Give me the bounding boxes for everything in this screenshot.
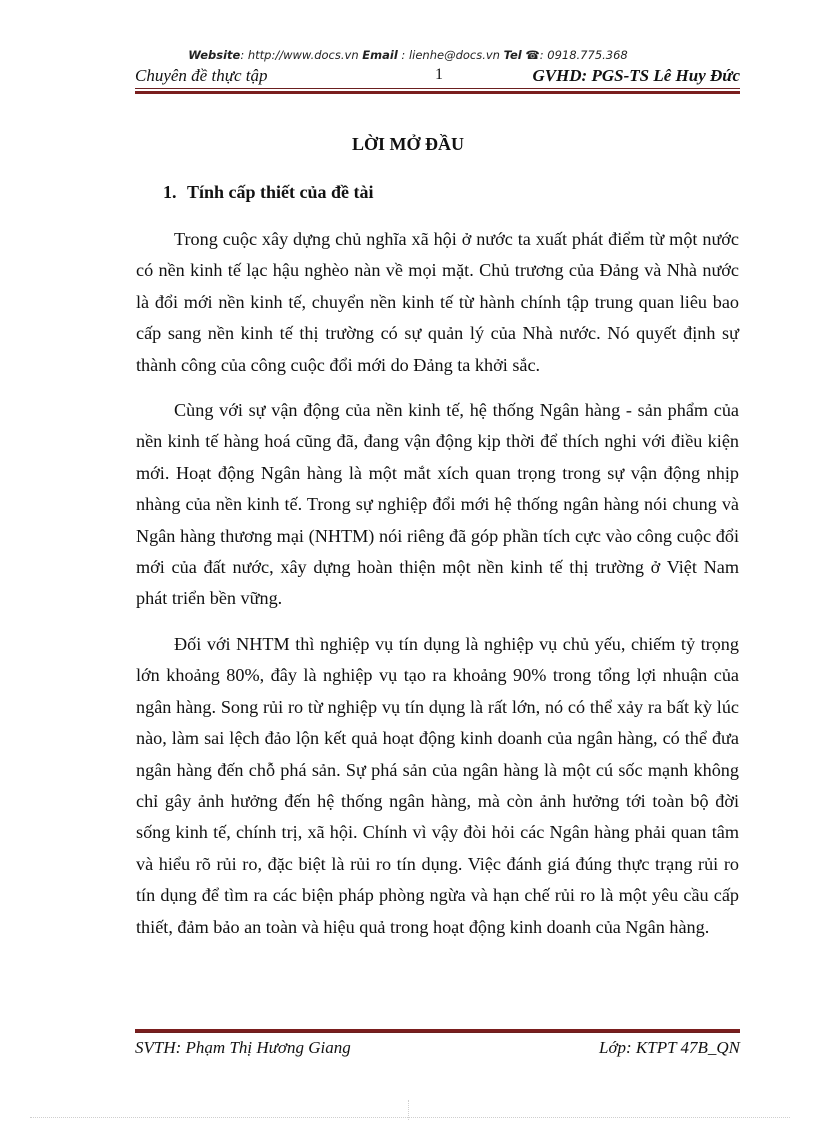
page-boundary-guide-vertical (408, 1100, 409, 1120)
paragraph: Trong cuộc xây dựng chủ nghĩa xã hội ở nước ta xuất phát điểm từ một nước có nền kinh tế lạc hậu nghèo nàn về mọi mặt. Chủ trương của Đảng và Nhà nước là đổi mới nền kinh tế, chuyển nền kinh tế từ hành chính tập trung quan liêu bao cấp sang nền kinh tế thị trường có sự quản lý của Nhà nước. Nó quyết định sự thành công của công cuộc đổi mới do Đảng ta khởi sắc. (136, 229, 739, 375)
header-course-title: Chuyên đề thực tập (135, 66, 268, 85)
phone-icon: ☎ (525, 48, 540, 62)
email-value: : lienhe@docs.vn (401, 48, 500, 62)
page-title: LỜI MỞ ĐẦU (352, 134, 464, 154)
website-contact-line (0, 48, 816, 62)
section-number: 1. (163, 182, 177, 202)
page-header (135, 66, 740, 88)
footer-class: Lớp: KTPT 47B_QN (598, 1038, 740, 1057)
section-heading-text: Tính cấp thiết của đề tài (187, 182, 374, 202)
header-supervisor: GVHD: PGS-TS Lê Huy Đức (532, 66, 740, 85)
paragraph: Cùng với sự vận động của nền kinh tế, hệ thống Ngân hàng - sản phẩm của nền kinh tế hàng hoá cũng đã, đang vận động kịp thời để thích nghi với điều kiện mới. Hoạt động Ngân hàng là một mắt xích quan trọng trong sự vận động nhịp nhàng của nền kinh tế. Trong sự nghiệp đổi mới hệ thống ngân hàng nói chung và Ngân hàng thương mại (NHTM) nói riêng đã góp phần tích cực vào công cuộc đổi mới của đất nước, xây dựng hoàn thiện một nền kinh tế thị trường ở Việt Nam phát triển bền vững. (136, 400, 739, 609)
tel-label: Tel (503, 48, 522, 62)
page-footer (135, 1038, 740, 1060)
tel-value: : 0918.775.368 (539, 48, 628, 62)
section-heading (163, 182, 374, 203)
body-text (136, 224, 739, 957)
page-boundary-guide (30, 1117, 790, 1118)
paragraph: Đối với NHTM thì nghiệp vụ tín dụng là nghiệp vụ chủ yếu, chiếm tỷ trọng lớn khoảng 80%, đây là nghiệp vụ tạo ra khoảng 90% trong tổng lợi nhuận của ngân hàng. Song rủi ro từ nghiệp vụ tín dụng là rất lớn, nó có thể xảy ra bất kỳ lúc nào, làm sai lệch đảo lộn kết quả hoạt động kinh doanh của ngân hàng, có thể đưa ngân hàng đến chỗ phá sản. Sự phá sản của ngân hàng là một cú sốc mạnh không chỉ gây ảnh hưởng đến hệ thống ngân hàng, mà còn ảnh hưởng tới toàn bộ đời sống kinh tế, chính trị, xã hội. Chính vì vậy đòi hỏi các Ngân hàng phải quan tâm và hiểu rõ rủi ro, đặc biệt là rủi ro tín dụng. Việc đánh giá đúng thực trạng rủi ro tín dụng để tìm ra các biện pháp phòng ngừa và hạn chế rủi ro là một yêu cầu cấp thiết, đảm bảo an toàn và hiệu quả trong hoạt động kinh doanh của Ngân hàng. (136, 633, 739, 937)
page-number: 1 (435, 66, 443, 83)
footer-rule (135, 1027, 740, 1033)
header-rule (135, 88, 740, 94)
email-label: Email (362, 48, 398, 62)
footer-student: SVTH: Phạm Thị Hương Giang (135, 1038, 351, 1057)
website-label: Website (188, 48, 241, 62)
website-value: : http://www.docs.vn (240, 48, 359, 62)
